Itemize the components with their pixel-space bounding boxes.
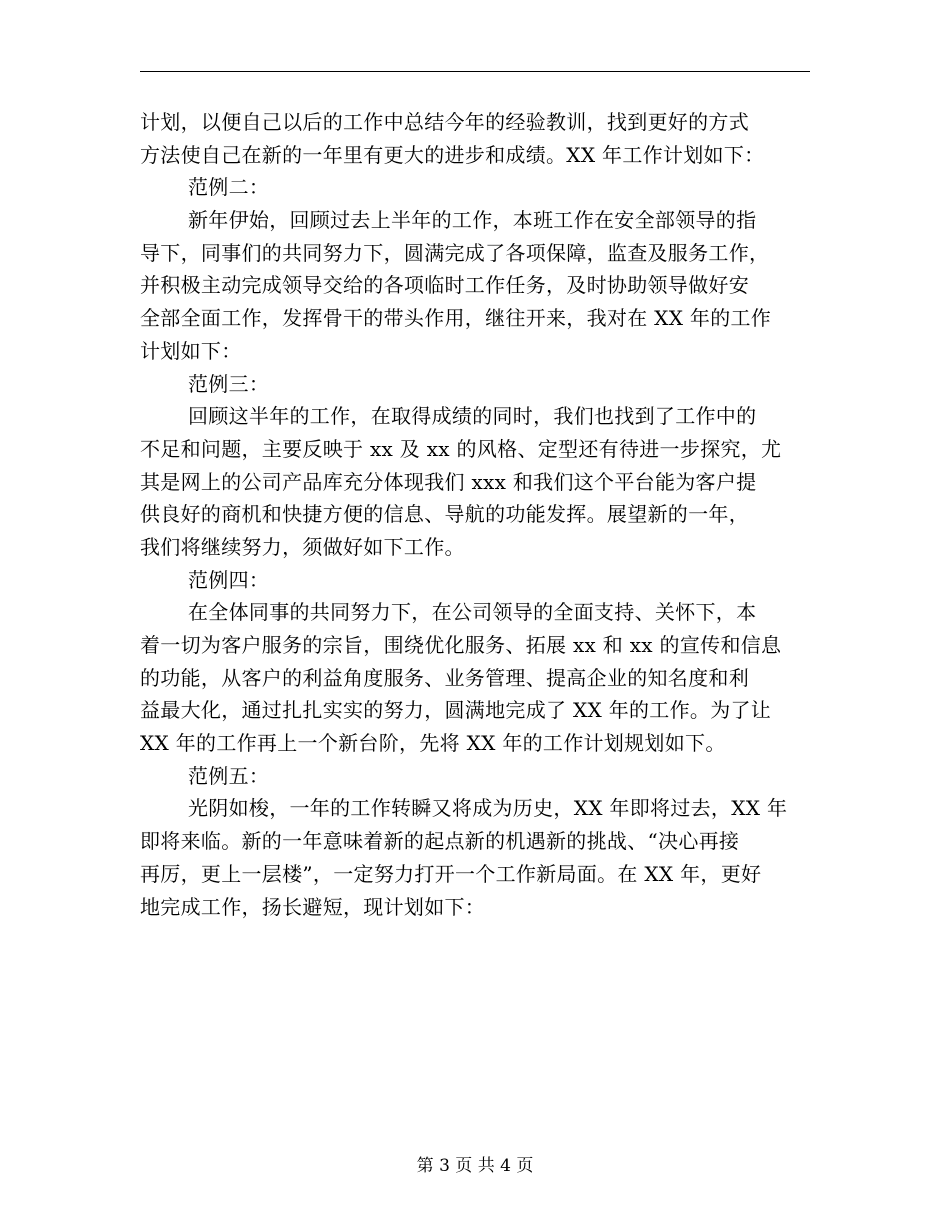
paragraph-line-indented: 范例三： [188, 371, 270, 396]
paragraph-line: 的功能，从客户的利益角度服务、业务管理、提高企业的知名度和利 [140, 665, 749, 690]
paragraph-line: 供良好的商机和快捷方便的信息、导航的功能发挥。展望新的一年， [140, 502, 749, 527]
header-rule [140, 71, 810, 72]
paragraph-line-indented: 范例五： [188, 763, 270, 788]
paragraph-line: 地完成工作，扬长避短，现计划如下： [140, 894, 486, 919]
paragraph-line: 全部全面工作，发挥骨干的带头作用，继往开来，我对在 XX 年的工作 [140, 306, 772, 331]
document-body [140, 106, 812, 923]
paragraph-line: 益最大化，通过扎扎实实的努力，圆满地完成了 XX 年的工作。为了让 [140, 698, 772, 723]
paragraph-line-indented: 范例四： [188, 567, 270, 592]
paragraph-line: 其是网上的公司产品库充分体现我们 xxx 和我们这个平台能为客户提 [140, 469, 757, 494]
paragraph-line-indented: 新年伊始，回顾过去上半年的工作，本班工作在安全部领导的指 [188, 208, 757, 233]
paragraph-line-indented: 光阴如梭，一年的工作转瞬又将成为历史，XX 年即将过去，XX 年 [188, 796, 788, 821]
paragraph-line: 再厉，更上一层楼”，一定努力打开一个工作新局面。在 XX 年，更好 [140, 861, 762, 886]
paragraph-line: 我们将继续努力，须做好如下工作。 [140, 534, 465, 559]
paragraph-line: 计划如下： [140, 338, 242, 363]
paragraph-line: 并积极主动完成领导交给的各项临时工作任务，及时协助领导做好安 [140, 273, 749, 298]
paragraph-line: 导下，同事们的共同努力下，圆满完成了各项保障，监查及服务工作， [140, 240, 770, 265]
paragraph-line: XX 年的工作再上一个新台阶，先将 XX 年的工作计划规划如下。 [140, 731, 726, 756]
paragraph-line: 方法使自己在新的一年里有更大的进步和成绩。XX 年工作计划如下： [140, 142, 765, 167]
paragraph-line: 计划，以便自己以后的工作中总结今年的经验教训，找到更好的方式 [140, 110, 749, 134]
paragraph-line-indented: 范例二： [188, 175, 270, 200]
paragraph-line-indented: 回顾这半年的工作，在取得成绩的同时，我们也找到了工作中的 [188, 404, 757, 429]
page-footer: 第 3 页 共 4 页 [416, 1156, 534, 1176]
paragraph-line: 不足和问题，主要反映于 xx 及 xx 的风格、定型还有待进一步探究，尤 [140, 436, 782, 461]
paragraph-line: 即将来临。新的一年意味着新的起点新的机遇新的挑战、“决心再接 [140, 829, 740, 854]
paragraph-line: 着一切为客户服务的宗旨，围绕优化服务、拓展 xx 和 xx 的宣传和信息 [140, 633, 782, 657]
paragraph-line-indented: 在全体同事的共同努力下，在公司领导的全面支持、关怀下，本 [188, 600, 757, 625]
